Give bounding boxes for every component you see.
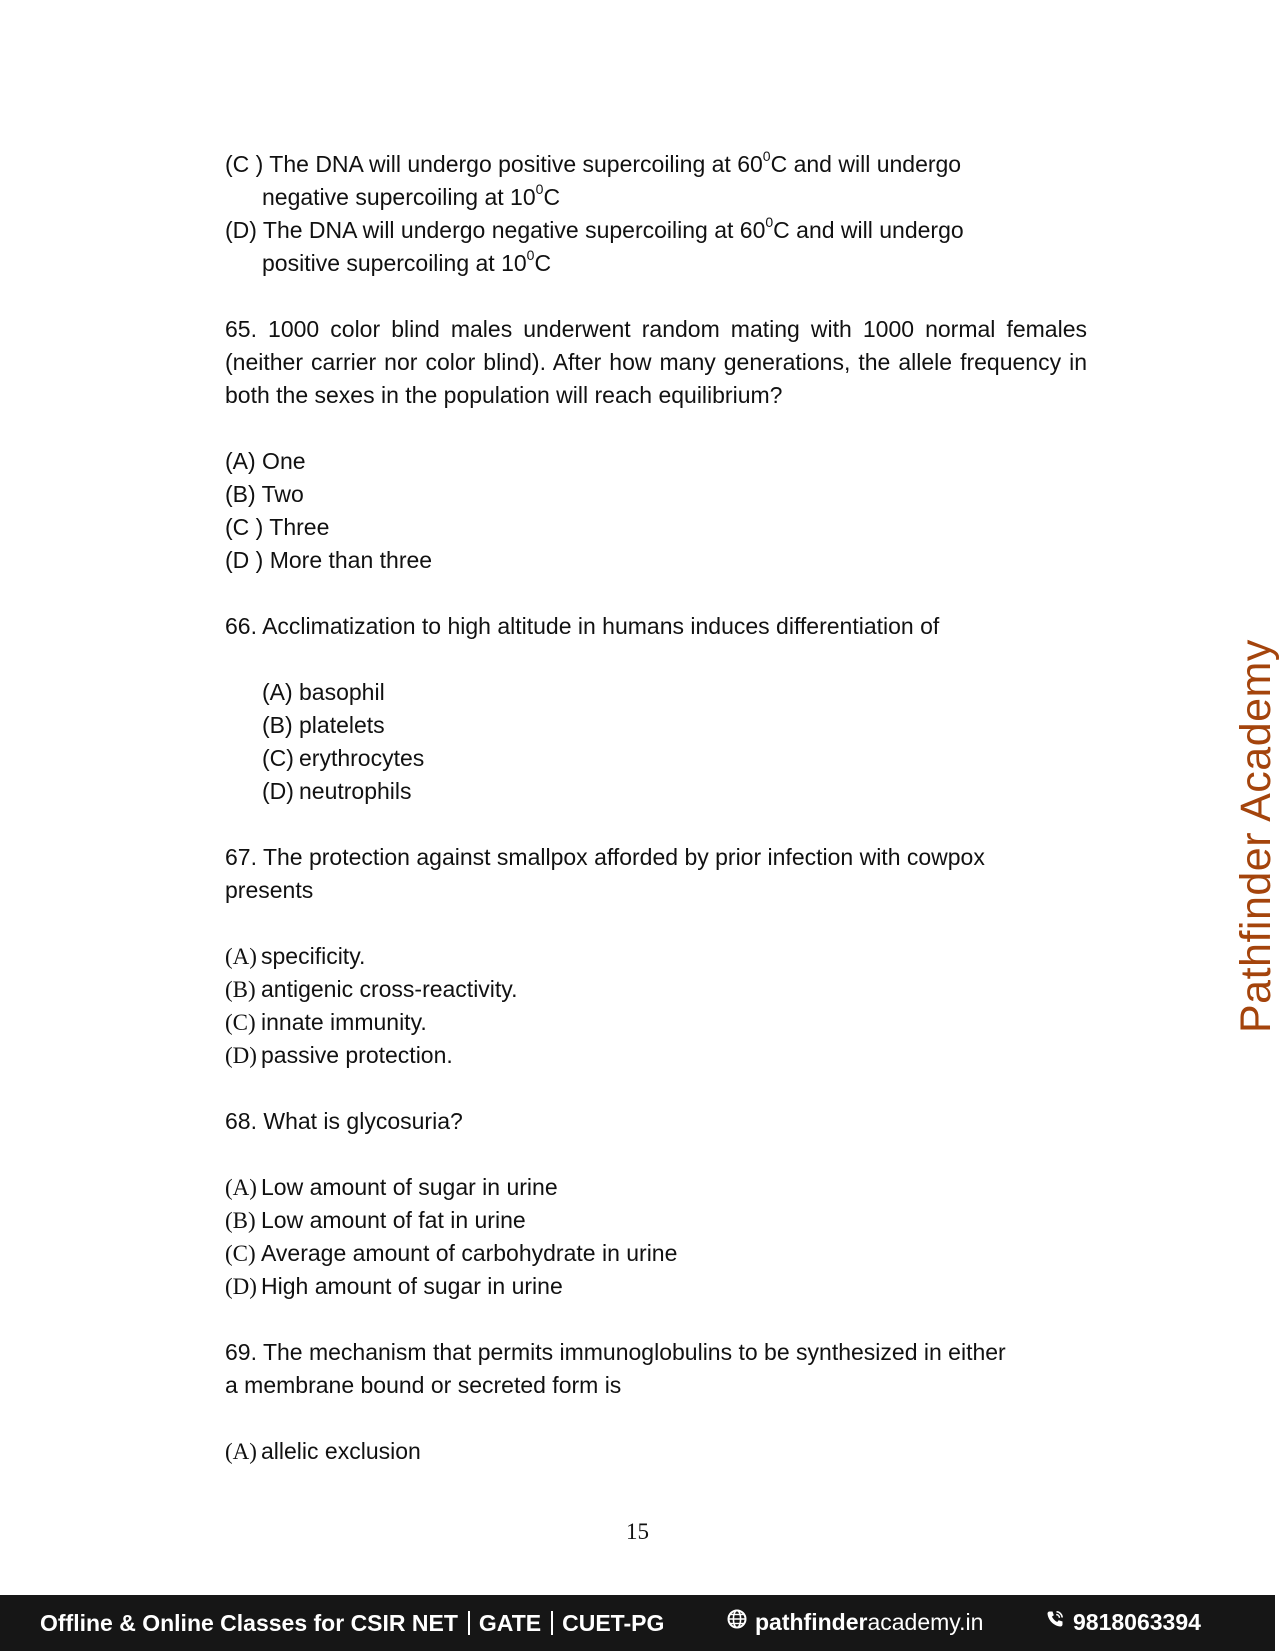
q68-question: 68. What is glycosuria? [225,1108,463,1134]
watermark-text: Pathfinder Academy [1232,639,1280,1033]
footer-gate: GATE [478,1610,542,1636]
q66-option-c: (C) erythrocytes [262,745,425,771]
footer-website[interactable] [727,1609,983,1637]
footer-separator [551,1611,553,1635]
q68-option-a: (A) Low amount of sugar in urine [225,1174,558,1200]
q65-option-b: (B) Two [225,481,304,507]
question-content [225,148,1087,1468]
phone-icon [1045,1608,1065,1635]
q67-question-line1: 67. The protection against smallpox afforded by prior infection with cowpox [225,844,985,870]
q64-option-d-line2: positive supercoiling at $10^0C$ [262,247,552,276]
phone-number: 9818063394 [1073,1609,1201,1635]
q67-option-d: (D) passive protection. [225,1042,453,1068]
q69-question-line1: 69. The mechanism that permits immunoglobulins to be synthesized in either [225,1339,1006,1365]
q67-option-a: (A) specificity. [225,943,366,969]
q64-option-c-line2: negative supercoiling at $10^0C$ [262,181,561,210]
q65-option-d: (D ) More than three [225,547,433,573]
q67-option-c: (C) innate immunity. [225,1009,427,1035]
q66-option-a: (A) basophil [262,679,385,705]
q68-option-b: (B) Low amount of fat in urine [225,1207,526,1233]
website-bold: pathfinder [755,1609,868,1635]
footer-classes [40,1610,664,1637]
q67-question-line2: presents [225,877,314,903]
q69-option-a: (A) allelic exclusion [225,1438,421,1464]
footer-cuet: CUET-PG [562,1610,665,1636]
q65-option-a: (A) One [225,448,306,474]
q65-option-c: (C ) Three [225,514,330,540]
q68-option-d: (D) High amount of sugar in urine [225,1273,563,1299]
q66-option-d: (D) neutrophils [262,778,412,804]
footer-phone[interactable] [1045,1609,1201,1637]
q65-question: 65. 1000 color blind males underwent random mating with 1000 normal females (neither carrier nor color blind). After how many generations, the allele frequency in both the sexes in the population will reach equilibrium? [225,316,1087,408]
q68-option-c: (C) Average amount of carbohydrate in urine [225,1240,678,1266]
footer-classes-text: Offline & Online Classes for CSIR NET [40,1610,458,1636]
q69-question-line2: a membrane bound or secreted form is [225,1372,622,1398]
footer-banner [0,1595,1275,1651]
page-number: 15 [626,1519,649,1544]
website-light: academy.in [867,1609,984,1635]
q67-option-b: (B) antigenic cross-reactivity. [225,976,518,1002]
q64-option-c-line1: (C ) The DNA will undergo positive supercoiling at $60^0C$ and will undergo [225,148,962,177]
q66-question: 66. Acclimatization to high altitude in humans induces differentiation of [225,613,940,639]
globe-icon [727,1608,747,1635]
q64-option-d-line1: (D) The DNA will undergo negative supercoiling at $60^0C$ and will undergo [225,214,964,243]
q66-option-b: (B) platelets [262,712,385,738]
footer-separator [468,1611,470,1635]
